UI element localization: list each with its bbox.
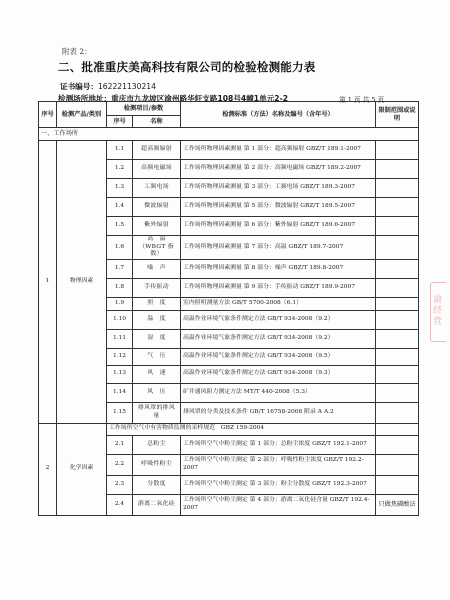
row-note xyxy=(376,365,419,383)
row-name: 噪 声 xyxy=(133,259,181,278)
row-standard: 工作场所物理因素测量 第 7 部分：高温 GBZ/T 189.7-2007 xyxy=(181,236,376,260)
capability-table xyxy=(38,101,419,516)
row-standard: 高温作业环境气象条件测定方法 GB/T 934-2008（9.5） xyxy=(181,348,376,365)
row-no: 1.4 xyxy=(107,198,133,217)
row-no: 1.12 xyxy=(107,348,133,365)
section1-seq: 1 xyxy=(39,141,57,424)
row-no: 1.15 xyxy=(107,402,133,423)
address-value: 重庆市九龙坡区渝州路华轩支路108号4幢1单元2-2 xyxy=(111,94,288,103)
row-name: 手传振动 xyxy=(133,278,181,297)
row-note xyxy=(376,423,419,435)
row-name: 气 压 xyxy=(133,348,181,365)
row-standard: 工作场所物理因素测量 第 9 部分：手传振动 GBZ/T 189.9-2007 xyxy=(181,278,376,297)
row-note xyxy=(376,141,419,160)
row-note xyxy=(376,160,419,179)
row-name: 照 度 xyxy=(133,297,181,310)
row-name: 总粉尘 xyxy=(133,435,181,454)
row-no: 1.13 xyxy=(107,365,133,383)
cert-value: 162221130214 xyxy=(97,82,156,91)
page-title: 二、批准重庆美高科技有限公司的检验检测能力表 xyxy=(58,60,316,74)
row-name: 风 压 xyxy=(133,383,181,402)
row-name: 排风罩的排风量 xyxy=(133,402,181,423)
row-standard: 工作场所物理因素测量 第 8 部分：噪声 GBZ/T 189.8-2007 xyxy=(181,259,376,278)
row-standard: 室内照明测量方法 GB/T 5700-2008（6.1） xyxy=(181,297,376,310)
row-no: 2.4 xyxy=(107,494,133,515)
row-standard: 工作场所空气中粉尘测定 第 3 部分：粉尘分散度 GBZ/T 192.3-2007 xyxy=(181,475,376,494)
row-standard: 工作场所空气中粉尘测定 第 4 部分：游离二氧化硅含量 GBZ/T 192.4-2007 xyxy=(181,494,376,515)
row-name: 风 速 xyxy=(133,365,181,383)
header-limit: 限制范围或说明 xyxy=(376,102,419,128)
row-no: 1.14 xyxy=(107,383,133,402)
address-label: 检测场所地址： xyxy=(58,94,112,103)
row-no: 1.2 xyxy=(107,160,133,179)
section2-category: 化学因素 xyxy=(57,423,107,515)
row-name: 温 度 xyxy=(133,310,181,329)
row-note xyxy=(376,383,419,402)
header-standard: 检测标准（方法）名称及编号（含年号） xyxy=(181,102,376,128)
row-no: 1.5 xyxy=(107,217,133,236)
row-standard: 工作场所物理因素测量 第 6 部分：紫外辐射 GBZ/T 189.6-2007 xyxy=(181,217,376,236)
row-standard: 工作场所物理因素测量 第 3 部分：工频电场 GBZ/T 189.3-2007 xyxy=(181,179,376,198)
row-no: 1.10 xyxy=(107,310,133,329)
row-name: 湿 度 xyxy=(133,329,181,348)
row-note xyxy=(376,310,419,329)
header-name: 名称 xyxy=(133,116,181,128)
row-standard: 排风罩的分类及技术条件 GB/T 16758-2008 附录 A A.2 xyxy=(181,402,376,423)
header-item-group: 检测项目/参数 xyxy=(107,102,181,116)
row-note xyxy=(376,179,419,198)
row-note xyxy=(376,475,419,494)
table-row xyxy=(39,141,419,160)
header-product: 检测产品/类别 xyxy=(57,102,107,128)
row-standard: 工作场所空气中粉尘测定 第 2 部分：呼吸性粉尘浓度 GBZ/T 192.2-2007 xyxy=(181,454,376,475)
row-no: 1.9 xyxy=(107,297,133,310)
row-name: 工频电场 xyxy=(133,179,181,198)
row-note xyxy=(376,297,419,310)
header-seq: 序号 xyxy=(39,102,57,128)
row-note xyxy=(376,259,419,278)
row-note xyxy=(376,454,419,475)
section1-category: 物理因素 xyxy=(57,141,107,424)
row-no: 2.3 xyxy=(107,475,133,494)
row-no: 1.7 xyxy=(107,259,133,278)
section2-sampling-standard: 工作场所空气中有害物质监测的采样规范 GBZ 159-2004 xyxy=(107,423,376,435)
row-no: 1.8 xyxy=(107,278,133,297)
row-name: 紫外辐射 xyxy=(133,217,181,236)
row-no: 1.6 xyxy=(107,236,133,260)
row-standard: 工作场所物理因素测量 第 5 部分：微波辐射 GBZ/T 189.5-2007 xyxy=(181,198,376,217)
row-no: 1.1 xyxy=(107,141,133,160)
row-note xyxy=(376,348,419,365)
row-standard: 工作场所空气中粉尘测定 第 1 部分：总粉尘浓度 GBZ/T 192.1-2007 xyxy=(181,435,376,454)
page-info: 第 1 页 共 5 页 xyxy=(339,96,385,104)
row-name: 高 温（WBGT 指数） xyxy=(133,236,181,260)
row-no: 2.1 xyxy=(107,435,133,454)
table-row xyxy=(39,423,419,435)
row-note xyxy=(376,435,419,454)
row-no: 1.11 xyxy=(107,329,133,348)
row-name: 高频电磁场 xyxy=(133,160,181,179)
row-note xyxy=(376,329,419,348)
row-name: 超高频辐射 xyxy=(133,141,181,160)
row-standard: 高温作业环境气象条件测定方法 GB/T 934-2008（9.2） xyxy=(181,310,376,329)
row-standard: 矿井通风阻力测定方法 MT/T 440-2008（5.3） xyxy=(181,383,376,402)
header-sub-seq: 序号 xyxy=(107,116,133,128)
row-note xyxy=(376,402,419,423)
row-name: 呼吸性粉尘 xyxy=(133,454,181,475)
attachment-label: 附表 2： xyxy=(62,47,92,56)
row-standard: 高温作业环境气象条件测定方法 GB/T 934-2008（9.3） xyxy=(181,365,376,383)
row-standard: 高温作业环境气象条件测定方法 GB/T 934-2008（9.2） xyxy=(181,329,376,348)
row-standard: 工作场所物理因素测量 第 1 部分：超高频辐射 GBZ/T 189.1-2007 xyxy=(181,141,376,160)
row-name: 游离二氧化硅 xyxy=(133,494,181,515)
seal-stamp: 渝 经 营 xyxy=(430,282,446,342)
row-note xyxy=(376,198,419,217)
row-standard: 工作场所物理因素测量 第 2 部分：高频电磁场 GBZ/T 189.2-2007 xyxy=(181,160,376,179)
row-note xyxy=(376,278,419,297)
row-no: 1.3 xyxy=(107,179,133,198)
row-name: 微波辐射 xyxy=(133,198,181,217)
row-no: 2.2 xyxy=(107,454,133,475)
row-note xyxy=(376,217,419,236)
certificate-number xyxy=(60,81,156,92)
cert-label: 证书编号： xyxy=(60,82,98,91)
row-note: 只做焦磷酸法 xyxy=(376,494,419,515)
section2-seq: 2 xyxy=(39,423,57,515)
row-name: 分散度 xyxy=(133,475,181,494)
row-note xyxy=(376,236,419,260)
section-title-workplace: 一、工作场所 xyxy=(39,128,419,141)
